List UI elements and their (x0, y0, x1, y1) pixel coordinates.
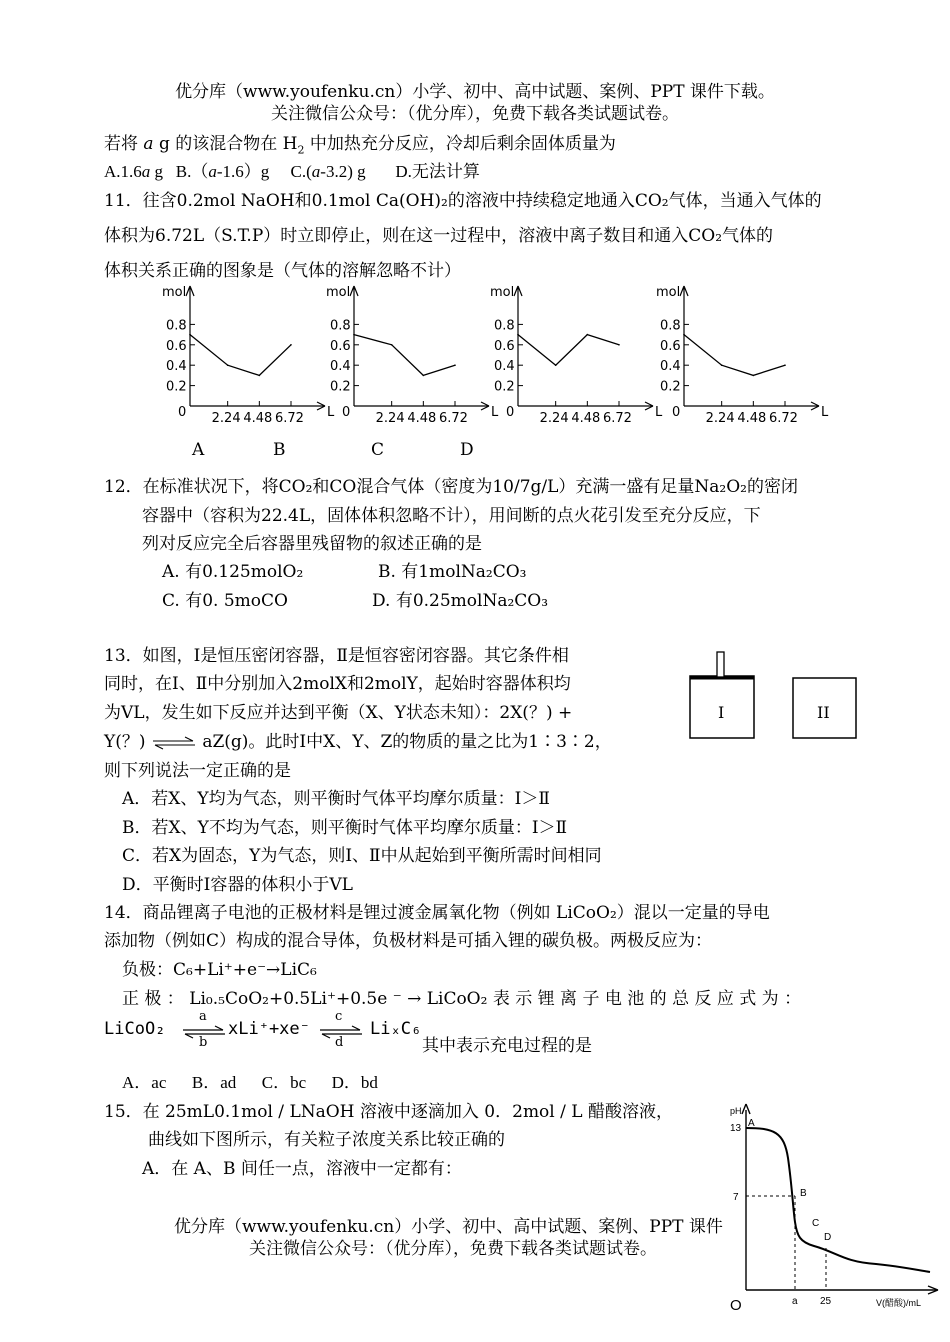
chart-d-point (683, 334, 685, 336)
q11-line-3: 体积关系正确的图象是（气体的溶解忽略不计） (104, 261, 461, 281)
chart-d-y-label: mol (656, 285, 681, 300)
ph-a-tick: a (792, 1296, 798, 1307)
chart-b-y-tick-label: 0.8 (330, 318, 351, 334)
ph-13-tick: 13 (730, 1123, 742, 1134)
q12-option-b: B. 有1molNa₂CO₃ (378, 562, 527, 582)
chart-c-y-tick-label: 0.8 (494, 318, 515, 334)
q10-stem: 若将 a g 的该混合物在 $H_2$ 中加热充分反应，冷却后剩余固体质量为 (104, 134, 616, 157)
q11-line-2: 体积为6.72L（S.T.P）时立即停止，则在这一过程中，溶液中离子数目和通入CO₂气体的 (104, 226, 774, 246)
q13-container-figure (686, 648, 866, 744)
chart-c-point (587, 334, 589, 336)
point-b-label: B (800, 1188, 807, 1199)
chart-b-origin: 0 (342, 405, 351, 420)
chart-a-x-label: L (327, 405, 335, 420)
chart-a-point (227, 364, 229, 366)
q11-line-1: 11．往含0.2mol NaOH和0.1mol Ca(OH)₂的溶液中持续稳定地通入CO₂气体，当通入气体的 (104, 191, 822, 211)
q13-line-2: 同时，在Ⅰ、Ⅱ中分别加入2molX和2molY，起始时容器体积均 (104, 674, 571, 694)
chart-c-y-tick-label: 0.4 (494, 359, 515, 375)
q15-line-2: 曲线如下图所示，有关粒子浓度关系比较正确的 (148, 1130, 505, 1150)
header-line-1: 优分库（www.youfenku.cn）小学、初中、高中试题、案例、PPT 课件下载。 (175, 82, 775, 102)
ph-titration-curve (746, 1128, 930, 1272)
chart-b-series-line (354, 335, 455, 376)
ph-origin: O (730, 1297, 742, 1314)
q13-option-b: B．若X、Y不均为气态，则平衡时气体平均摩尔质量：Ⅰ＞Ⅱ (122, 818, 568, 838)
point-d-label: D (824, 1232, 832, 1243)
q13-option-c: C．若X为固态，Y为气态，则Ⅰ、Ⅱ中从起始到平衡所需时间相同 (122, 846, 602, 866)
equilibrium-arrow-icon (151, 736, 197, 750)
chart-b-x-arrow-up (481, 402, 489, 406)
chart-c-point (618, 344, 620, 346)
chart-a-y-label: mol (162, 285, 187, 300)
chart-a-point (259, 375, 261, 377)
footer-line-1: 优分库（www.youfenku.cn）小学、初中、高中试题、案例、PPT 课件 (174, 1217, 723, 1237)
chart-d-x-tick-label: 6.72 (769, 411, 798, 426)
chart-d-series-line (684, 335, 785, 376)
chart-b-y-tick-label: 0.4 (330, 359, 351, 375)
chart-c-y-tick-label: 0.6 (494, 338, 515, 354)
footer-line-2: 关注微信公众号：（优分库），免费下载各类试题试卷。 (249, 1239, 657, 1259)
chart-b-y-label: mol (326, 285, 351, 300)
chart-b-y-arrow-right (354, 286, 358, 296)
q14-negative-electrode: 负极：C₆+Li⁺+e⁻→LiC₆ (122, 960, 317, 980)
q11-label-a: A (192, 440, 205, 460)
q13-option-d: D．平衡时Ⅰ容器的体积小于VL (122, 875, 353, 895)
chart-d-origin: 0 (672, 405, 681, 420)
chart-c-series-line (518, 335, 619, 366)
chart-b-y-tick-label: 0.6 (330, 338, 351, 354)
chart-d-y-tick-label: 0.2 (660, 379, 681, 395)
q14-line-2: 添加物（例如C）构成的混合导体，负极材料是可插入锂的碳负极。两极反应为： (104, 931, 713, 951)
chart-c-x-tick-label: 2.24 (539, 411, 569, 426)
q12-option-d: D. 有0.25molNa₂CO₃ (372, 591, 549, 611)
q13-line-5: 则下列说法一定正确的是 (104, 761, 291, 781)
chart-d-x-label: L (821, 405, 829, 420)
chart-b-point (353, 334, 355, 336)
chart-a-x-tick-label: 6.72 (275, 411, 304, 426)
chart-c-y-tick-label: 0.2 (494, 379, 515, 395)
chart-b-point (391, 344, 393, 346)
chart-b-y-tick-label: 0.2 (330, 379, 351, 395)
q14-line-1: 14．商品锂离子电池的正极材料是锂过渡金属氧化物（例如 LiCoO₂）混以一定量的导电 (104, 903, 770, 923)
chart-c-point (517, 334, 519, 336)
chart-a-x-tick-label: 4.48 (243, 411, 273, 426)
container-1-rod (717, 652, 724, 677)
chart-a-y-arrow-right (190, 286, 194, 296)
q10-option-d: D.无法计算 (395, 162, 480, 181)
q13-option-a: A．若X、Y均为气态，则平衡时气体平均摩尔质量：Ⅰ＞Ⅱ (122, 789, 550, 809)
chart-a-y-tick-label: 0.2 (166, 379, 187, 395)
chart-d-point (753, 375, 755, 377)
point-c-label: C (812, 1218, 820, 1229)
chart-b-point (454, 364, 456, 366)
chart-a-y-tick-label: 0.8 (166, 318, 187, 334)
chart-c-origin: 0 (506, 405, 515, 420)
q11-label-c: C (371, 440, 385, 460)
q15-line-3: A．在 A、B 间任一点，溶液中一定都有： (142, 1159, 462, 1179)
chart-d-y-tick-label: 0.8 (660, 318, 681, 334)
q13-line-3: 为VL，发生如下反应并达到平衡（X、Y状态未知）：2X(？) + (104, 703, 573, 723)
chart-b-point (423, 375, 425, 377)
chart-b-x-tick-label: 2.24 (375, 411, 405, 426)
q11-label-b: B (273, 440, 286, 460)
chart-d-y-tick-label: 0.6 (660, 338, 681, 354)
chart-a-y-tick-label: 0.4 (166, 359, 187, 375)
chart-a-series-line (190, 335, 291, 376)
chart-b-x-tick-label: 6.72 (439, 411, 468, 426)
q12-line-1: 12．在标准状况下，将CO₂和CO混合气体（密度为10/7g/L）充满一盛有足量Na₂O₂的密闭 (104, 477, 798, 497)
q10-option-b: B.（a-1.6）g (175, 162, 270, 181)
chart-a-x-arrow-up (317, 402, 325, 406)
chart-c-x-tick-label: 6.72 (603, 411, 632, 426)
point-a-label: A (748, 1118, 755, 1129)
chart-b-x-label: L (491, 405, 499, 420)
container-2-label: II (817, 703, 830, 722)
q13-line-4: Y(？) aZ(g)。此时Ⅰ中X、Y、Z的物质的量之比为1∶3∶2， (104, 732, 612, 752)
chart-d-point (721, 364, 723, 366)
chart-c-x-label: L (655, 405, 663, 420)
q14-options: A．ac B．ad C．bc D．bd (122, 1073, 378, 1092)
ph-7-tick: 7 (733, 1192, 739, 1203)
q11-label-d: D (460, 440, 474, 460)
chart-d-y-tick-label: 0.4 (660, 359, 681, 375)
chart-b-x-tick-label: 4.48 (407, 411, 437, 426)
q10-option-a: A.1.6a g (104, 162, 164, 181)
chart-c-x-arrow-down (645, 406, 653, 410)
chart-d-x-arrow-up (811, 402, 819, 406)
header-line-2: 关注微信公众号：（优分库），免费下载各类试题试卷。 (271, 104, 679, 124)
chart-d-x-tick-label: 4.48 (737, 411, 767, 426)
chart-d-point (784, 364, 786, 366)
chart-c-y-label: mol (490, 285, 515, 300)
q11-charts (150, 282, 840, 432)
chart-c-point (555, 364, 557, 366)
chart-a-y-tick-label: 0.6 (166, 338, 187, 354)
q14-positive-electrode: 正 极 ： Li₀.₅CoO₂+0.5Li⁺+0.5e ⁻ → LiCoO₂ 表 示 锂 离 子 电 池 的 总 反 应 式 为 ： (122, 989, 802, 1009)
q15-ph-graph (726, 1100, 948, 1338)
chart-d-x-tick-label: 2.24 (705, 411, 735, 426)
ph-x-label: V(醋酸)/mL (876, 1298, 922, 1308)
q15-line-1: 15．在 25mL0.1mol / LNaOH 溶液中逐滴加入 0．2mol / L 醋酸溶液， (104, 1102, 673, 1122)
chart-a-x-tick-label: 2.24 (211, 411, 241, 426)
chart-c-x-tick-label: 4.48 (571, 411, 601, 426)
ph-25-tick: 25 (820, 1296, 832, 1307)
chart-a-origin: 0 (178, 405, 187, 420)
q10-option-c: C.(a-3.2) g (290, 162, 366, 181)
chart-a-point (290, 344, 292, 346)
q13-line-1: 13．如图，Ⅰ是恒压密闭容器，Ⅱ是恒容密闭容器。其它条件相 (104, 646, 569, 666)
q12-line-3: 列对反应完全后容器里残留物的叙述正确的是 (142, 534, 482, 554)
chart-a-y-arrow-left (186, 286, 190, 296)
ph-y-label: pH (730, 1106, 742, 1116)
q12-option-c: C. 有0. 5moCO (162, 591, 288, 611)
chart-a-x-arrow-down (317, 406, 325, 410)
q12-line-2: 容器中（容积为22.4L，固体体积忽略不计），用间断的点火花引发至充分反应，下 (142, 506, 761, 526)
chart-c-x-arrow-up (645, 402, 653, 406)
chart-d-x-arrow-down (811, 406, 819, 410)
chart-a-point (189, 334, 191, 336)
q12-option-a: A. 有0.125molO₂ (162, 562, 304, 582)
container-1-label: I (718, 703, 725, 722)
q10-options (104, 157, 480, 182)
chart-b-x-arrow-down (481, 406, 489, 410)
